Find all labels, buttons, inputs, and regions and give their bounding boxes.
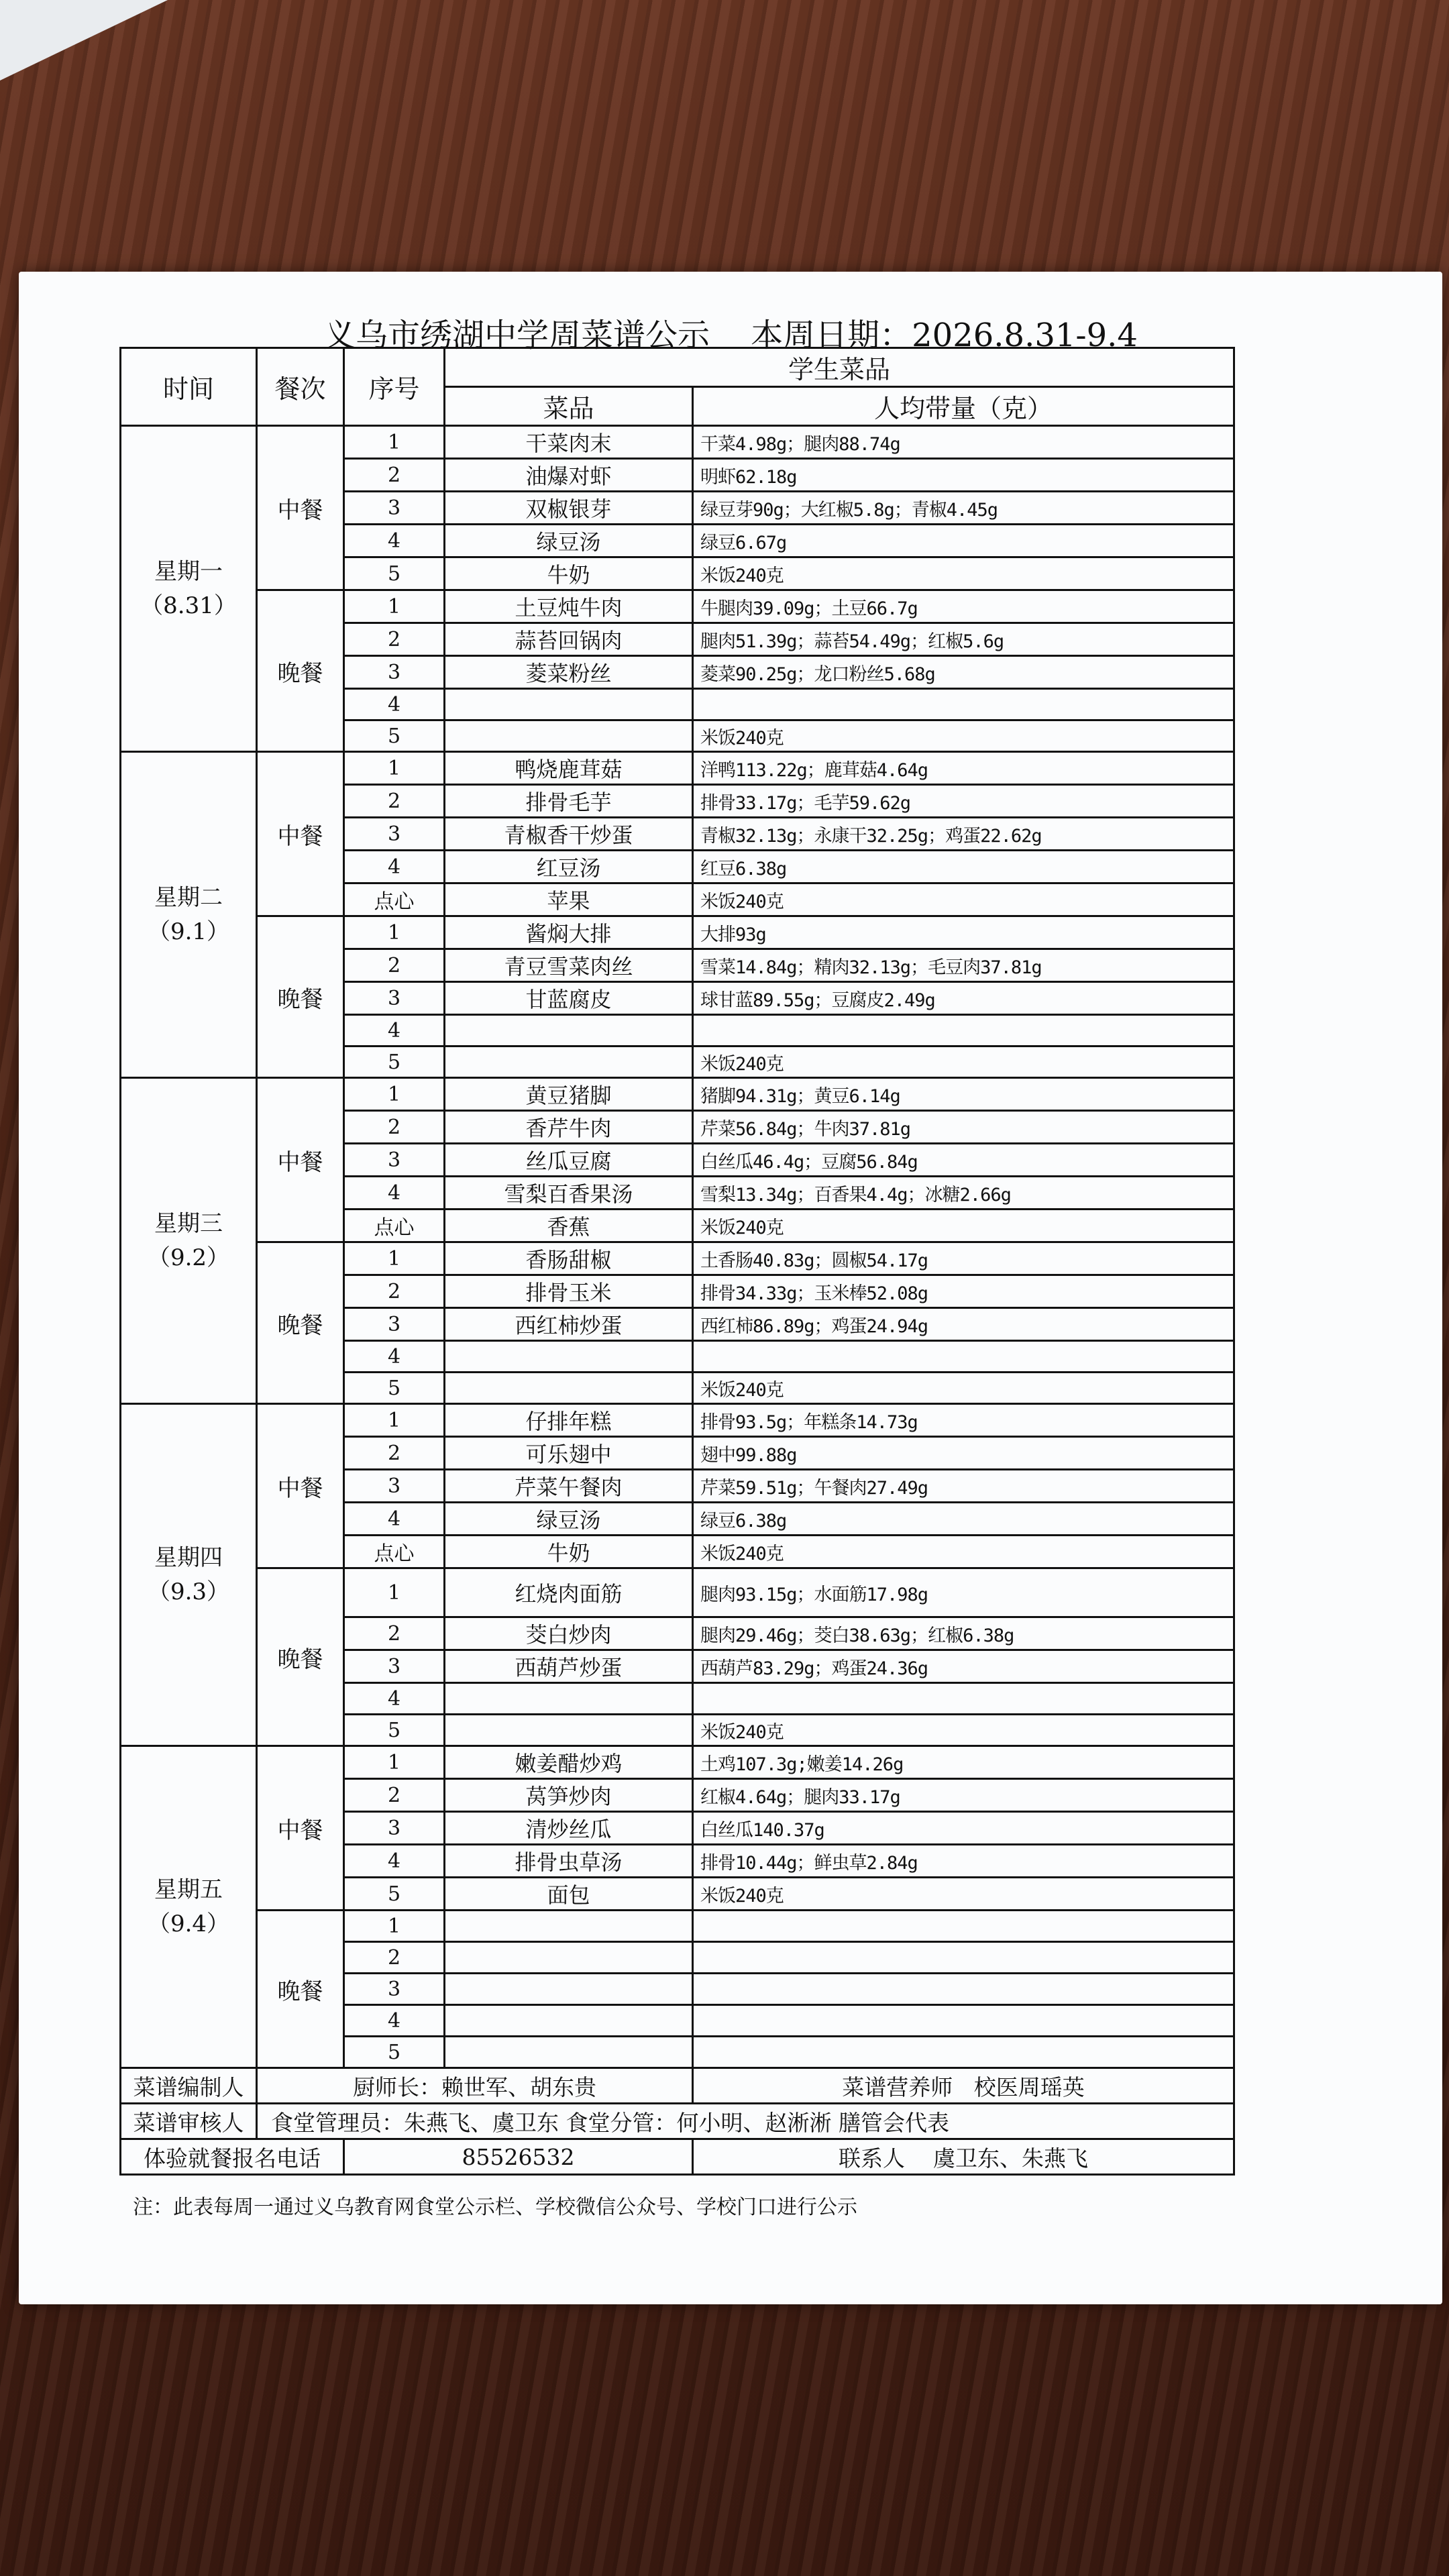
qty-cell: 球甘蓝89.55g；豆腐皮2.49g xyxy=(693,982,1234,1015)
qty-cell xyxy=(693,1683,1234,1715)
qty-cell: 排骨93.5g；年糕条14.73g xyxy=(693,1404,1234,1437)
dish-cell: 菱菜粉丝 xyxy=(445,656,693,689)
dish-cell: 嫩姜醋炒鸡 xyxy=(445,1746,693,1779)
qty-cell xyxy=(693,1015,1234,1046)
meal-cell: 晚餐 xyxy=(257,590,344,752)
nutritionist-label: 菜谱营养师 xyxy=(842,2074,953,2100)
dish-cell: 排骨玉米 xyxy=(445,1275,693,1308)
qty-cell: 猪脚94.31g；黄豆6.14g xyxy=(693,1078,1234,1111)
qty-cell: 米饭240克 xyxy=(693,720,1234,752)
qty-cell: 雪梨13.34g；百香果4.4g；冰糖2.66g xyxy=(693,1177,1234,1210)
meal-cell: 晚餐 xyxy=(257,1568,344,1746)
dish-cell xyxy=(445,1046,693,1078)
dish-cell: 丝瓜豆腐 xyxy=(445,1144,693,1177)
header-student-dishes: 学生菜品 xyxy=(445,348,1234,387)
dish-cell: 苹果 xyxy=(445,883,693,916)
qty-cell xyxy=(693,2005,1234,2037)
seq-cell: 3 xyxy=(344,1144,445,1177)
day-date: （9.2） xyxy=(147,1244,230,1271)
day-cell xyxy=(121,1078,257,1404)
day-date: （9.1） xyxy=(147,918,230,945)
qty-cell: 西红柿86.89g；鸡蛋24.94g xyxy=(693,1308,1234,1341)
day-name: 星期二 xyxy=(154,883,223,911)
qty-cell xyxy=(693,2037,1234,2068)
day-date: （9.4） xyxy=(147,1910,230,1937)
seq-cell: 3 xyxy=(344,982,445,1015)
seq-cell: 4 xyxy=(344,2005,445,2037)
dish-cell: 芹菜午餐肉 xyxy=(445,1470,693,1503)
dish-cell xyxy=(445,1015,693,1046)
day-date: （8.31） xyxy=(140,592,237,619)
meal-cell: 晚餐 xyxy=(257,1242,344,1404)
seq-cell: 3 xyxy=(344,656,445,689)
nutritionist-cell xyxy=(693,2068,1234,2104)
dish-cell: 排骨毛芋 xyxy=(445,785,693,818)
seq-cell: 2 xyxy=(344,1111,445,1144)
date-range: 2026.8.31-9.4 xyxy=(912,317,1138,354)
seq-cell: 4 xyxy=(344,1177,445,1210)
background-paper-corner xyxy=(0,0,168,80)
contact-cell xyxy=(693,2139,1234,2175)
table-row xyxy=(121,1568,1234,1617)
dish-cell: 绿豆汤 xyxy=(445,525,693,557)
qty-cell: 土鸡107.3g;嫩姜14.26g xyxy=(693,1746,1234,1779)
dish-cell xyxy=(445,1373,693,1404)
qty-cell: 绿豆6.67g xyxy=(693,525,1234,557)
table-row xyxy=(121,1242,1234,1275)
seq-cell: 5 xyxy=(344,720,445,752)
qty-cell: 西葫芦83.29g；鸡蛋24.36g xyxy=(693,1650,1234,1683)
day-name: 星期五 xyxy=(154,1876,223,1903)
day-cell xyxy=(121,1746,257,2068)
seq-cell: 2 xyxy=(344,623,445,656)
seq-cell: 点心 xyxy=(344,883,445,916)
header-seq: 序号 xyxy=(344,348,445,426)
qty-cell: 洋鸭113.22g；鹿茸菇4.64g xyxy=(693,752,1234,785)
table-row xyxy=(121,916,1234,949)
dish-cell: 牛奶 xyxy=(445,557,693,590)
day-name: 星期一 xyxy=(154,557,223,585)
seq-cell: 2 xyxy=(344,1779,445,1812)
qty-cell: 米饭240克 xyxy=(693,1715,1234,1746)
qty-cell: 腿肉93.15g；水面筋17.98g xyxy=(693,1568,1234,1617)
nutritionist-value: 校医周瑶英 xyxy=(973,2074,1085,2100)
meal-cell: 中餐 xyxy=(257,1746,344,1911)
dish-cell: 西葫芦炒蛋 xyxy=(445,1650,693,1683)
qty-cell: 绿豆芽90g；大红椒5.8g；青椒4.45g xyxy=(693,492,1234,525)
seq-cell: 1 xyxy=(344,1911,445,1942)
dish-cell: 莴笋炒肉 xyxy=(445,1779,693,1812)
qty-cell xyxy=(693,1974,1234,2005)
seq-cell: 1 xyxy=(344,752,445,785)
qty-cell xyxy=(693,1341,1234,1373)
dish-cell: 甘蓝腐皮 xyxy=(445,982,693,1015)
dish-cell: 仔排年糕 xyxy=(445,1404,693,1437)
table-row xyxy=(121,590,1234,623)
seq-cell: 4 xyxy=(344,851,445,883)
header-dish: 菜品 xyxy=(445,387,693,426)
dish-cell: 红烧肉面筋 xyxy=(445,1568,693,1617)
dish-cell: 黄豆猪脚 xyxy=(445,1078,693,1111)
seq-cell: 5 xyxy=(344,557,445,590)
seq-cell: 4 xyxy=(344,1683,445,1715)
seq-cell: 2 xyxy=(344,785,445,818)
qty-cell: 雪菜14.84g；精肉32.13g；毛豆肉37.81g xyxy=(693,949,1234,982)
seq-cell: 4 xyxy=(344,1015,445,1046)
dish-cell: 面包 xyxy=(445,1878,693,1911)
qty-cell xyxy=(693,689,1234,720)
menu-sheet xyxy=(19,272,1442,2304)
dish-cell xyxy=(445,720,693,752)
qty-cell: 牛腿肉39.09g；土豆66.7g xyxy=(693,590,1234,623)
dish-cell: 油爆对虾 xyxy=(445,459,693,492)
seq-cell: 1 xyxy=(344,590,445,623)
qty-cell: 排骨34.33g；玉米棒52.08g xyxy=(693,1275,1234,1308)
dish-cell: 青椒香干炒蛋 xyxy=(445,818,693,851)
qty-cell: 红豆6.38g xyxy=(693,851,1234,883)
dish-cell xyxy=(445,1942,693,1974)
qty-cell xyxy=(693,1911,1234,1942)
seq-cell: 1 xyxy=(344,1568,445,1617)
qty-cell: 白丝瓜140.37g xyxy=(693,1812,1234,1845)
seq-cell: 5 xyxy=(344,1715,445,1746)
seq-cell: 2 xyxy=(344,1617,445,1650)
dish-cell: 香肠甜椒 xyxy=(445,1242,693,1275)
seq-cell: 4 xyxy=(344,525,445,557)
meal-cell: 中餐 xyxy=(257,426,344,590)
footnote: 注：此表每周一通过义乌教育网食堂公示栏、学校微信公众号、学校门口进行公示 xyxy=(133,2196,857,2219)
dish-cell: 牛奶 xyxy=(445,1536,693,1568)
qty-cell: 明虾62.18g xyxy=(693,459,1234,492)
seq-cell: 1 xyxy=(344,1404,445,1437)
meal-cell: 晚餐 xyxy=(257,916,344,1078)
dish-cell: 雪梨百香果汤 xyxy=(445,1177,693,1210)
seq-cell: 2 xyxy=(344,949,445,982)
day-cell xyxy=(121,1404,257,1746)
dish-cell xyxy=(445,1683,693,1715)
seq-cell: 3 xyxy=(344,1812,445,1845)
qty-cell: 干菜4.98g；腿肉88.74g xyxy=(693,426,1234,459)
seq-cell: 5 xyxy=(344,1878,445,1911)
seq-cell: 1 xyxy=(344,916,445,949)
dish-cell: 干菜肉末 xyxy=(445,426,693,459)
meal-cell: 中餐 xyxy=(257,1078,344,1242)
table-row xyxy=(121,426,1234,459)
table-row xyxy=(121,1911,1234,1942)
dish-cell: 可乐翅中 xyxy=(445,1437,693,1470)
seq-cell: 1 xyxy=(344,1242,445,1275)
dish-cell: 茭白炒肉 xyxy=(445,1617,693,1650)
dish-cell: 绿豆汤 xyxy=(445,1503,693,1536)
dish-cell: 香芹牛肉 xyxy=(445,1111,693,1144)
reviewer-label: 菜谱审核人 xyxy=(121,2104,257,2139)
dish-cell: 土豆炖牛肉 xyxy=(445,590,693,623)
qty-cell: 米饭240克 xyxy=(693,1536,1234,1568)
seq-cell: 1 xyxy=(344,426,445,459)
phone-label: 体验就餐报名电话 xyxy=(121,2139,344,2175)
seq-cell: 4 xyxy=(344,689,445,720)
dish-cell: 鸭烧鹿茸菇 xyxy=(445,752,693,785)
meal-cell: 中餐 xyxy=(257,1404,344,1568)
weekly-menu-table xyxy=(119,347,1235,2176)
qty-cell: 红椒4.64g；腿肉33.17g xyxy=(693,1779,1234,1812)
meal-cell: 晚餐 xyxy=(257,1911,344,2068)
qty-cell: 米饭240克 xyxy=(693,1046,1234,1078)
dish-cell: 蒜苔回锅肉 xyxy=(445,623,693,656)
dish-cell xyxy=(445,1715,693,1746)
dish-cell: 酱焖大排 xyxy=(445,916,693,949)
dish-cell xyxy=(445,2005,693,2037)
qty-cell: 米饭240克 xyxy=(693,1373,1234,1404)
qty-cell: 菱菜90.25g；龙口粉丝5.68g xyxy=(693,656,1234,689)
header-time: 时间 xyxy=(121,348,257,426)
day-name: 星期三 xyxy=(154,1210,223,1237)
dish-cell xyxy=(445,1974,693,2005)
table-row xyxy=(121,1404,1234,1437)
qty-cell: 腿肉51.39g；蒜苔54.49g；红椒5.6g xyxy=(693,623,1234,656)
seq-cell: 点心 xyxy=(344,1210,445,1242)
dish-cell xyxy=(445,1911,693,1942)
seq-cell: 1 xyxy=(344,1746,445,1779)
qty-cell: 芹菜59.51g；午餐肉27.49g xyxy=(693,1470,1234,1503)
seq-cell: 5 xyxy=(344,1046,445,1078)
day-cell xyxy=(121,426,257,752)
seq-cell: 3 xyxy=(344,492,445,525)
qty-cell: 米饭240克 xyxy=(693,1210,1234,1242)
qty-cell: 腿肉29.46g；茭白38.63g；红椒6.38g xyxy=(693,1617,1234,1650)
header-qty: 人均带量（克） xyxy=(693,387,1234,426)
seq-cell: 1 xyxy=(344,1078,445,1111)
dish-cell xyxy=(445,2037,693,2068)
qty-cell: 米饭240克 xyxy=(693,557,1234,590)
qty-cell: 大排93g xyxy=(693,916,1234,949)
qty-cell: 绿豆6.38g xyxy=(693,1503,1234,1536)
qty-cell: 排骨10.44g；鲜虫草2.84g xyxy=(693,1845,1234,1878)
table-row xyxy=(121,752,1234,785)
reviewer-value: 食堂管理员：朱燕飞、虞卫东 食堂分管：何小明、赵淅淅 膳管会代表 xyxy=(257,2104,1234,2139)
seq-cell: 4 xyxy=(344,1341,445,1373)
seq-cell: 5 xyxy=(344,1373,445,1404)
seq-cell: 2 xyxy=(344,1942,445,1974)
dish-cell xyxy=(445,689,693,720)
date-label: 本周日期： xyxy=(751,317,912,354)
qty-cell: 排骨33.17g；毛芋59.62g xyxy=(693,785,1234,818)
seq-cell: 3 xyxy=(344,818,445,851)
table-row xyxy=(121,1746,1234,1779)
seq-cell: 2 xyxy=(344,1437,445,1470)
qty-cell: 米饭240克 xyxy=(693,1878,1234,1911)
dish-cell: 双椒银芽 xyxy=(445,492,693,525)
phone-value: 85526532 xyxy=(344,2139,693,2175)
seq-cell: 3 xyxy=(344,1650,445,1683)
dish-cell: 香蕉 xyxy=(445,1210,693,1242)
day-date: （9.3） xyxy=(147,1578,230,1605)
dish-cell: 红豆汤 xyxy=(445,851,693,883)
seq-cell: 3 xyxy=(344,1470,445,1503)
dish-cell xyxy=(445,1341,693,1373)
seq-cell: 2 xyxy=(344,459,445,492)
dish-cell: 青豆雪菜肉丝 xyxy=(445,949,693,982)
seq-cell: 4 xyxy=(344,1845,445,1878)
qty-cell: 翅中99.88g xyxy=(693,1437,1234,1470)
day-name: 星期四 xyxy=(154,1544,223,1571)
meal-cell: 中餐 xyxy=(257,752,344,916)
seq-cell: 4 xyxy=(344,1503,445,1536)
day-cell xyxy=(121,752,257,1078)
compiler-label: 菜谱编制人 xyxy=(121,2068,257,2104)
dish-cell: 排骨虫草汤 xyxy=(445,1845,693,1878)
qty-cell: 芹菜56.84g；牛肉37.81g xyxy=(693,1111,1234,1144)
qty-cell: 米饭240克 xyxy=(693,883,1234,916)
dish-cell: 西红柿炒蛋 xyxy=(445,1308,693,1341)
seq-cell: 3 xyxy=(344,1308,445,1341)
contact-value: 虞卫东、朱燕飞 xyxy=(932,2145,1088,2171)
menu-footer xyxy=(121,2068,1234,2175)
table-row xyxy=(121,1078,1234,1111)
seq-cell: 2 xyxy=(344,1275,445,1308)
qty-cell: 青椒32.13g；永康干32.25g；鸡蛋22.62g xyxy=(693,818,1234,851)
seq-cell: 5 xyxy=(344,2037,445,2068)
compiler-value: 厨师长：赖世军、胡东贵 xyxy=(257,2068,693,2104)
header-meal: 餐次 xyxy=(257,348,344,426)
qty-cell: 土香肠40.83g；圆椒54.17g xyxy=(693,1242,1234,1275)
seq-cell: 点心 xyxy=(344,1536,445,1568)
qty-cell xyxy=(693,1942,1234,1974)
dish-cell: 清炒丝瓜 xyxy=(445,1812,693,1845)
menu-body xyxy=(121,426,1234,2068)
seq-cell: 3 xyxy=(344,1974,445,2005)
qty-cell: 白丝瓜46.4g；豆腐56.84g xyxy=(693,1144,1234,1177)
contact-label: 联系人 xyxy=(839,2145,906,2171)
title-text: 义乌市绣湖中学周菜谱公示 xyxy=(323,317,710,354)
